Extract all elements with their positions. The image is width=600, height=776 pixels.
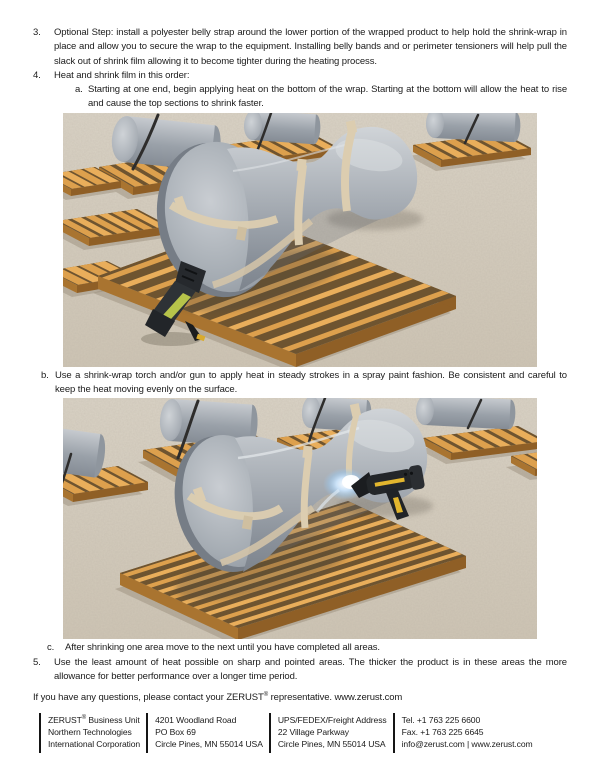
figure-step4b-photo <box>63 398 537 639</box>
footer-line: UPS/FEDEX/Freight Address <box>277 715 387 726</box>
wrapped-cylinder <box>243 113 321 145</box>
step-4 <box>33 69 567 83</box>
step-4b-letter: b. <box>41 369 49 381</box>
belly-strap <box>298 165 303 245</box>
footer-line: PO Box 69 <box>155 727 196 738</box>
step-4a-letter: a. <box>75 84 83 96</box>
step-3 <box>33 26 567 69</box>
footer-line: Northern Technologies <box>48 727 132 738</box>
figure-1-scene <box>63 113 537 367</box>
footer-col-business-unit <box>39 713 146 752</box>
step-4c-text: After shrinking one area move to the next until you have completed all areas. <box>65 642 380 654</box>
step-5 <box>33 656 567 685</box>
footer-col-freight-address <box>269 713 393 752</box>
footer-contact-table <box>39 713 600 752</box>
step-3-number: 3. <box>33 27 41 38</box>
figure-2-scene <box>63 398 537 639</box>
footer-line: International Corporation <box>48 739 141 750</box>
footer-line: Circle Pines, MN 55014 USA <box>277 739 386 750</box>
step-4a-text: Starting at one end, begin applying heat on the bottom of the wrap. Starting at the bottom will allow the heat to rise and cause the top sections to shrink faster. <box>88 84 567 110</box>
footer-line: Tel. +1 763 225 6600 <box>401 715 481 726</box>
step-4b-text: Use a shrink-wrap torch and/or gun to apply heat in steady strokes in a spray paint fashion. Be consistent and careful to keep the heat moving evenly on the surface. <box>55 369 567 396</box>
step-4c <box>47 641 567 655</box>
footer-line: info@zerust.com | www.zerust.com <box>401 739 533 750</box>
figure-step4a-photo <box>63 113 537 367</box>
footer-col-mail-address <box>146 713 269 752</box>
tape-tab <box>302 446 312 459</box>
contact-line: If you have any questions, please contact your ZERUST® representative. www.zerust.com <box>33 692 403 704</box>
tape-tab <box>296 158 306 171</box>
step-3-text: Optional Step: install a polyester belly strap around the lower portion of the wrapped product to help hold the shrink-wrap in place and allow you to secure the wrap to the equipment. Installing belly bands and or perimeter tensioners will help pull the slack out of shrink film allowing it to become tighter during the heating process. <box>54 27 567 67</box>
footer-line: Circle Pines, MN 55014 USA <box>155 739 263 750</box>
footer-col-phone-email <box>393 713 539 752</box>
step-4b <box>41 369 567 398</box>
step-4-text: Heat and shrink film in this order: <box>54 69 190 81</box>
step-4-number: 4. <box>33 69 41 81</box>
step-5-number: 5. <box>33 656 41 668</box>
footer-line: Fax. +1 763 225 6645 <box>401 727 484 738</box>
step-5-text: Use the least amount of heat possible on sharp and pointed areas. The thicker the product is in these areas the more allowance for better performance over a longer time period. <box>54 656 567 682</box>
footer-line: ZERUST® Business Unit <box>48 715 140 726</box>
footer-line: 22 Village Parkway <box>277 727 349 738</box>
wrapped-cylinder <box>415 398 516 430</box>
footer-line: 4201 Woodland Road <box>155 715 237 726</box>
step-4c-letter: c. <box>47 642 55 654</box>
step-4a <box>75 83 567 112</box>
